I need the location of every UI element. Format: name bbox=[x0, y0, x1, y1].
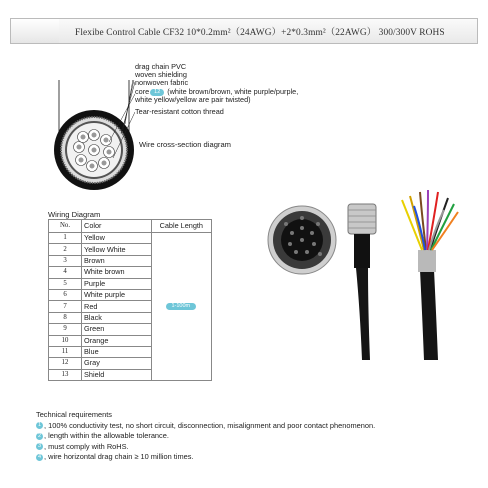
m12-connector-side-icon bbox=[348, 204, 376, 360]
tech-item-2-number: 2 bbox=[37, 432, 42, 439]
label-nonwoven-fabric: nonwoven fabric bbox=[135, 78, 189, 87]
tech-item-1-text: 100% conductivity test, no short circuit, disconnection, misalignment and poor contact phenomenon. bbox=[48, 420, 376, 430]
header-cable-length: Cable Length bbox=[151, 220, 211, 233]
wire-number: 12 bbox=[49, 358, 82, 369]
header-color: Color bbox=[82, 220, 152, 233]
label-tear-resistant-thread: Tear-resistant cotton thread bbox=[135, 107, 224, 116]
wire-number: 6 bbox=[49, 289, 82, 300]
tech-item-4: 4 , wire horizontal drag chain ≥ 10 million times. bbox=[37, 452, 194, 461]
header-no: No. bbox=[49, 220, 82, 233]
wire-number: 3 bbox=[49, 255, 82, 266]
cable-length-value bbox=[151, 233, 211, 381]
tech-item-4-number: 4 bbox=[37, 453, 42, 460]
wire-number: 7 bbox=[49, 301, 82, 312]
wire-number: 10 bbox=[49, 335, 82, 346]
tech-item-3-text: must comply with RoHS. bbox=[48, 441, 129, 451]
title-bar bbox=[10, 18, 478, 44]
label-core-twist: white yellow/yellow are pair twisted) bbox=[135, 95, 251, 104]
wire-color: Blue bbox=[82, 346, 152, 357]
cable-length-badge: 1-100m bbox=[166, 303, 196, 310]
page-title: Flexibe Control Cable CF32 10*0.2mm²（24AWG）+2*0.3mm²（22AWG） 300/300V ROHS bbox=[75, 28, 445, 38]
wire-number: 5 bbox=[49, 278, 82, 289]
wire-color: Shield bbox=[82, 369, 152, 380]
wire-color: Yellow bbox=[82, 233, 152, 244]
cross-section-caption: Wire cross-section diagram bbox=[139, 140, 231, 149]
wire-color: White brown bbox=[82, 267, 152, 278]
cable-cross-section bbox=[53, 80, 135, 204]
wire-color: Brown bbox=[82, 255, 152, 266]
label-woven-shielding: woven shielding bbox=[135, 70, 187, 79]
wire-number: 2 bbox=[49, 244, 82, 255]
wiring-table bbox=[48, 219, 212, 381]
wiring-diagram-title: Wiring Diagram bbox=[48, 210, 101, 219]
title-bar-cap bbox=[11, 19, 59, 43]
wire-color: Orange bbox=[82, 335, 152, 346]
m12-connector-face-icon bbox=[268, 206, 336, 274]
wire-number: 9 bbox=[49, 324, 82, 335]
technical-requirements bbox=[36, 410, 375, 463]
tech-item-3-number: 3 bbox=[37, 443, 42, 450]
wire-color: Yellow White bbox=[82, 244, 152, 255]
wire-number: 1 bbox=[49, 233, 82, 244]
tech-item-4-text: wire horizontal drag chain ≥ 10 million times. bbox=[48, 452, 194, 461]
wire-number: 13 bbox=[49, 369, 82, 380]
wire-number: 4 bbox=[49, 267, 82, 278]
core-count-badge: 12 bbox=[150, 89, 164, 96]
label-core-detail: (white brown/brown, white purple/purple, bbox=[167, 87, 299, 96]
wire-number: 8 bbox=[49, 312, 82, 323]
tech-item-2-text: length within the allowable tolerance. bbox=[48, 431, 169, 440]
cable-product-photo bbox=[260, 180, 460, 360]
wire-color: Black bbox=[82, 312, 152, 323]
tech-item-1-number: 1 bbox=[37, 422, 42, 429]
wire-color: Gray bbox=[82, 358, 152, 369]
table-row bbox=[49, 233, 212, 244]
label-drag-chain-pvc: drag chain PVC bbox=[135, 62, 187, 71]
tech-item-3: 3 , must comply with RoHS. bbox=[37, 441, 129, 451]
cable-cross-section-icon bbox=[54, 80, 134, 190]
wire-color: Purple bbox=[82, 278, 152, 289]
tech-item-2: 2 , length within the allowable tolerance. bbox=[37, 431, 169, 440]
label-core-text: core bbox=[135, 87, 150, 96]
wiring-table-header bbox=[49, 220, 212, 233]
wire-color: White purple bbox=[82, 289, 152, 300]
wire-number: 11 bbox=[49, 346, 82, 357]
wire-color: Green bbox=[82, 324, 152, 335]
tech-title: Technical requirements bbox=[36, 410, 112, 419]
wire-color: Red bbox=[82, 301, 152, 312]
tech-item-1: 1 , 100% conductivity test, no short circuit, disconnection, misalignment and poor contact phenomenon. bbox=[37, 420, 376, 430]
cable-open-end-icon bbox=[402, 190, 458, 360]
